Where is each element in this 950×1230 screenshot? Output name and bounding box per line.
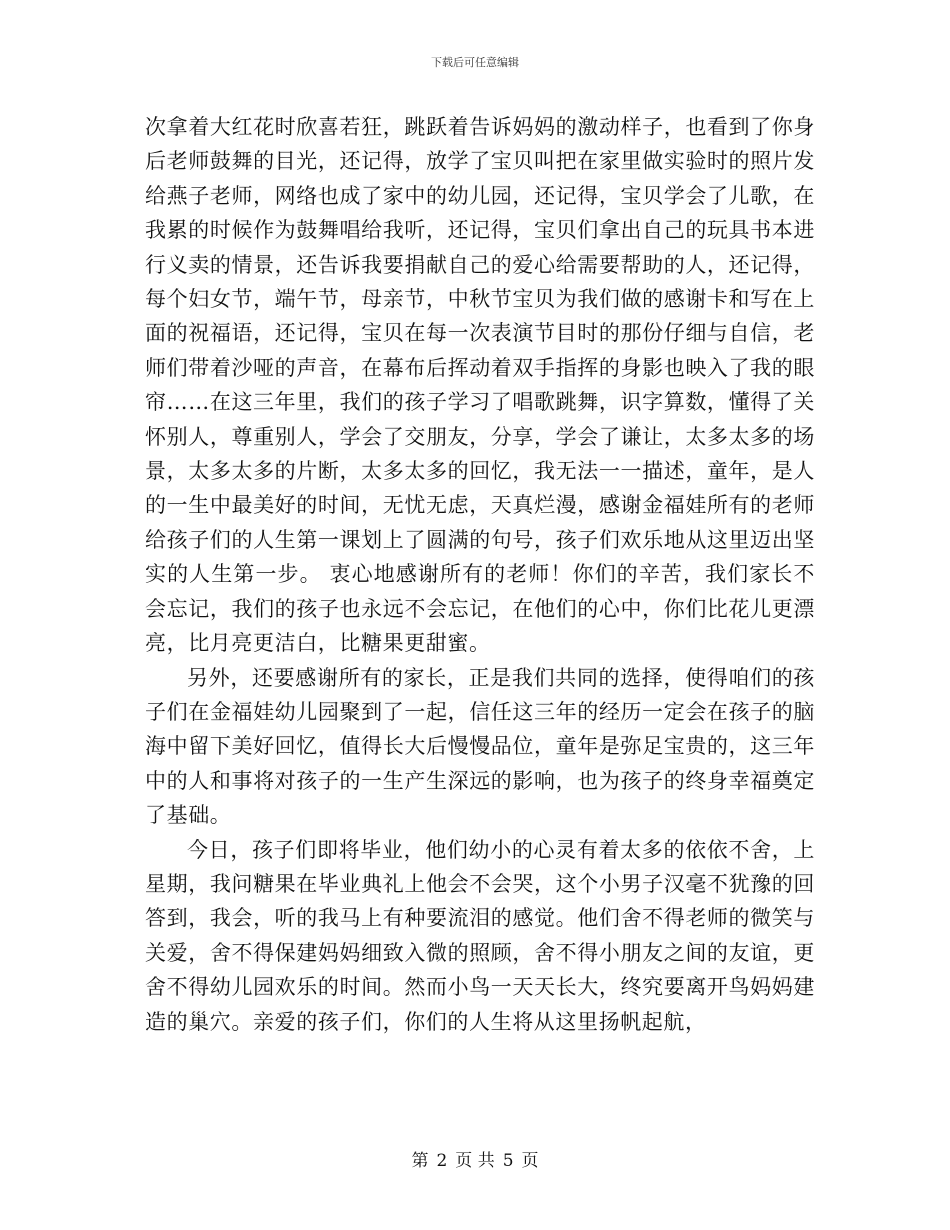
paragraph-2: 另外，还要感谢所有的家长，正是我们共同的选择，使得咱们的孩子们在金福娃幼儿园聚到了一起，信任这三年的经历一定会在孩子的脑海中留下美好回忆，值得长大后慢慢品位，童年是弥足宝贵的，这三年中的人和事将对孩子的一生产生深远的影响，也为孩子的终身幸福奠定了基础。 <box>145 665 815 828</box>
paragraph-1: 次拿着大红花时欣喜若狂，跳跃着告诉妈妈的激动样子，也看到了你身后老师鼓舞的目光，还记得，放学了宝贝叫把在家里做实验时的照片发给燕子老师，网络也成了家中的幼儿园，还记得，宝贝学会了儿歌，在我累的时候作为鼓舞唱给我听，还记得，宝贝们拿出自己的玩具书本进行义卖的情景，还告诉我要捐献自己的爱心给需要帮助的人，还记得，每个妇女节，端午节，母亲节，中秋节宝贝为我们做的感谢卡和写在上面的祝福语，还记得，宝贝在每一次表演节目时的那份仔细与自信，老师们带着沙哑的声音，在幕布后挥动着双手指挥的身影也映入了我的眼帘……在这三年里，我们的孩子学习了唱歌跳舞，识字算数，懂得了关怀别人，尊重别人，学会了交朋友，分享，学会了谦让，太多太多的场景，太多太多的片断，太多太多的回忆，我无法一一描述，童年，是人的一生中最美好的时间，无忧无虑，天真烂漫，感谢金福娃所有的老师给孩子们的人生第一课划上了圆满的句号，孩子们欢乐地从这里迈出坚实的人生第一步。 衷心地感谢所有的老师！你们的辛苦，我们家长不会忘记，我们的孩子也永远不会忘记，在他们的心中，你们比花儿更漂亮，比月亮更洁白，比糖果更甜蜜。 <box>145 115 815 656</box>
footer-middle: 页 共 <box>455 1151 495 1171</box>
page-footer <box>0 1146 950 1171</box>
footer-current-page: 2 <box>436 1151 448 1171</box>
page-header: 下载后可任意编辑 <box>431 56 519 69</box>
document-body <box>145 110 815 1039</box>
paragraph-3: 今日，孩子们即将毕业，他们幼小的心灵有着太多的依依不舍，上星期，我问糖果在毕业典礼上他会不会哭，这个小男子汉毫不犹豫的回答到，我会，听的我马上有种要流泪的感觉。他们舍不得老师的微笑与关爱，舍不得保建妈妈细致入微的照顾，舍不得小朋友之间的友谊，更舍不得幼儿园欢乐的时间。然而小鸟一天天长大，终究要离开鸟妈妈建造的巢穴。亲爱的孩子们，你们的人生将从这里扬帆起航， <box>145 837 815 1034</box>
footer-total-pages: 5 <box>502 1151 514 1171</box>
footer-prefix: 第 <box>411 1151 429 1171</box>
footer-suffix: 页 <box>521 1151 539 1171</box>
